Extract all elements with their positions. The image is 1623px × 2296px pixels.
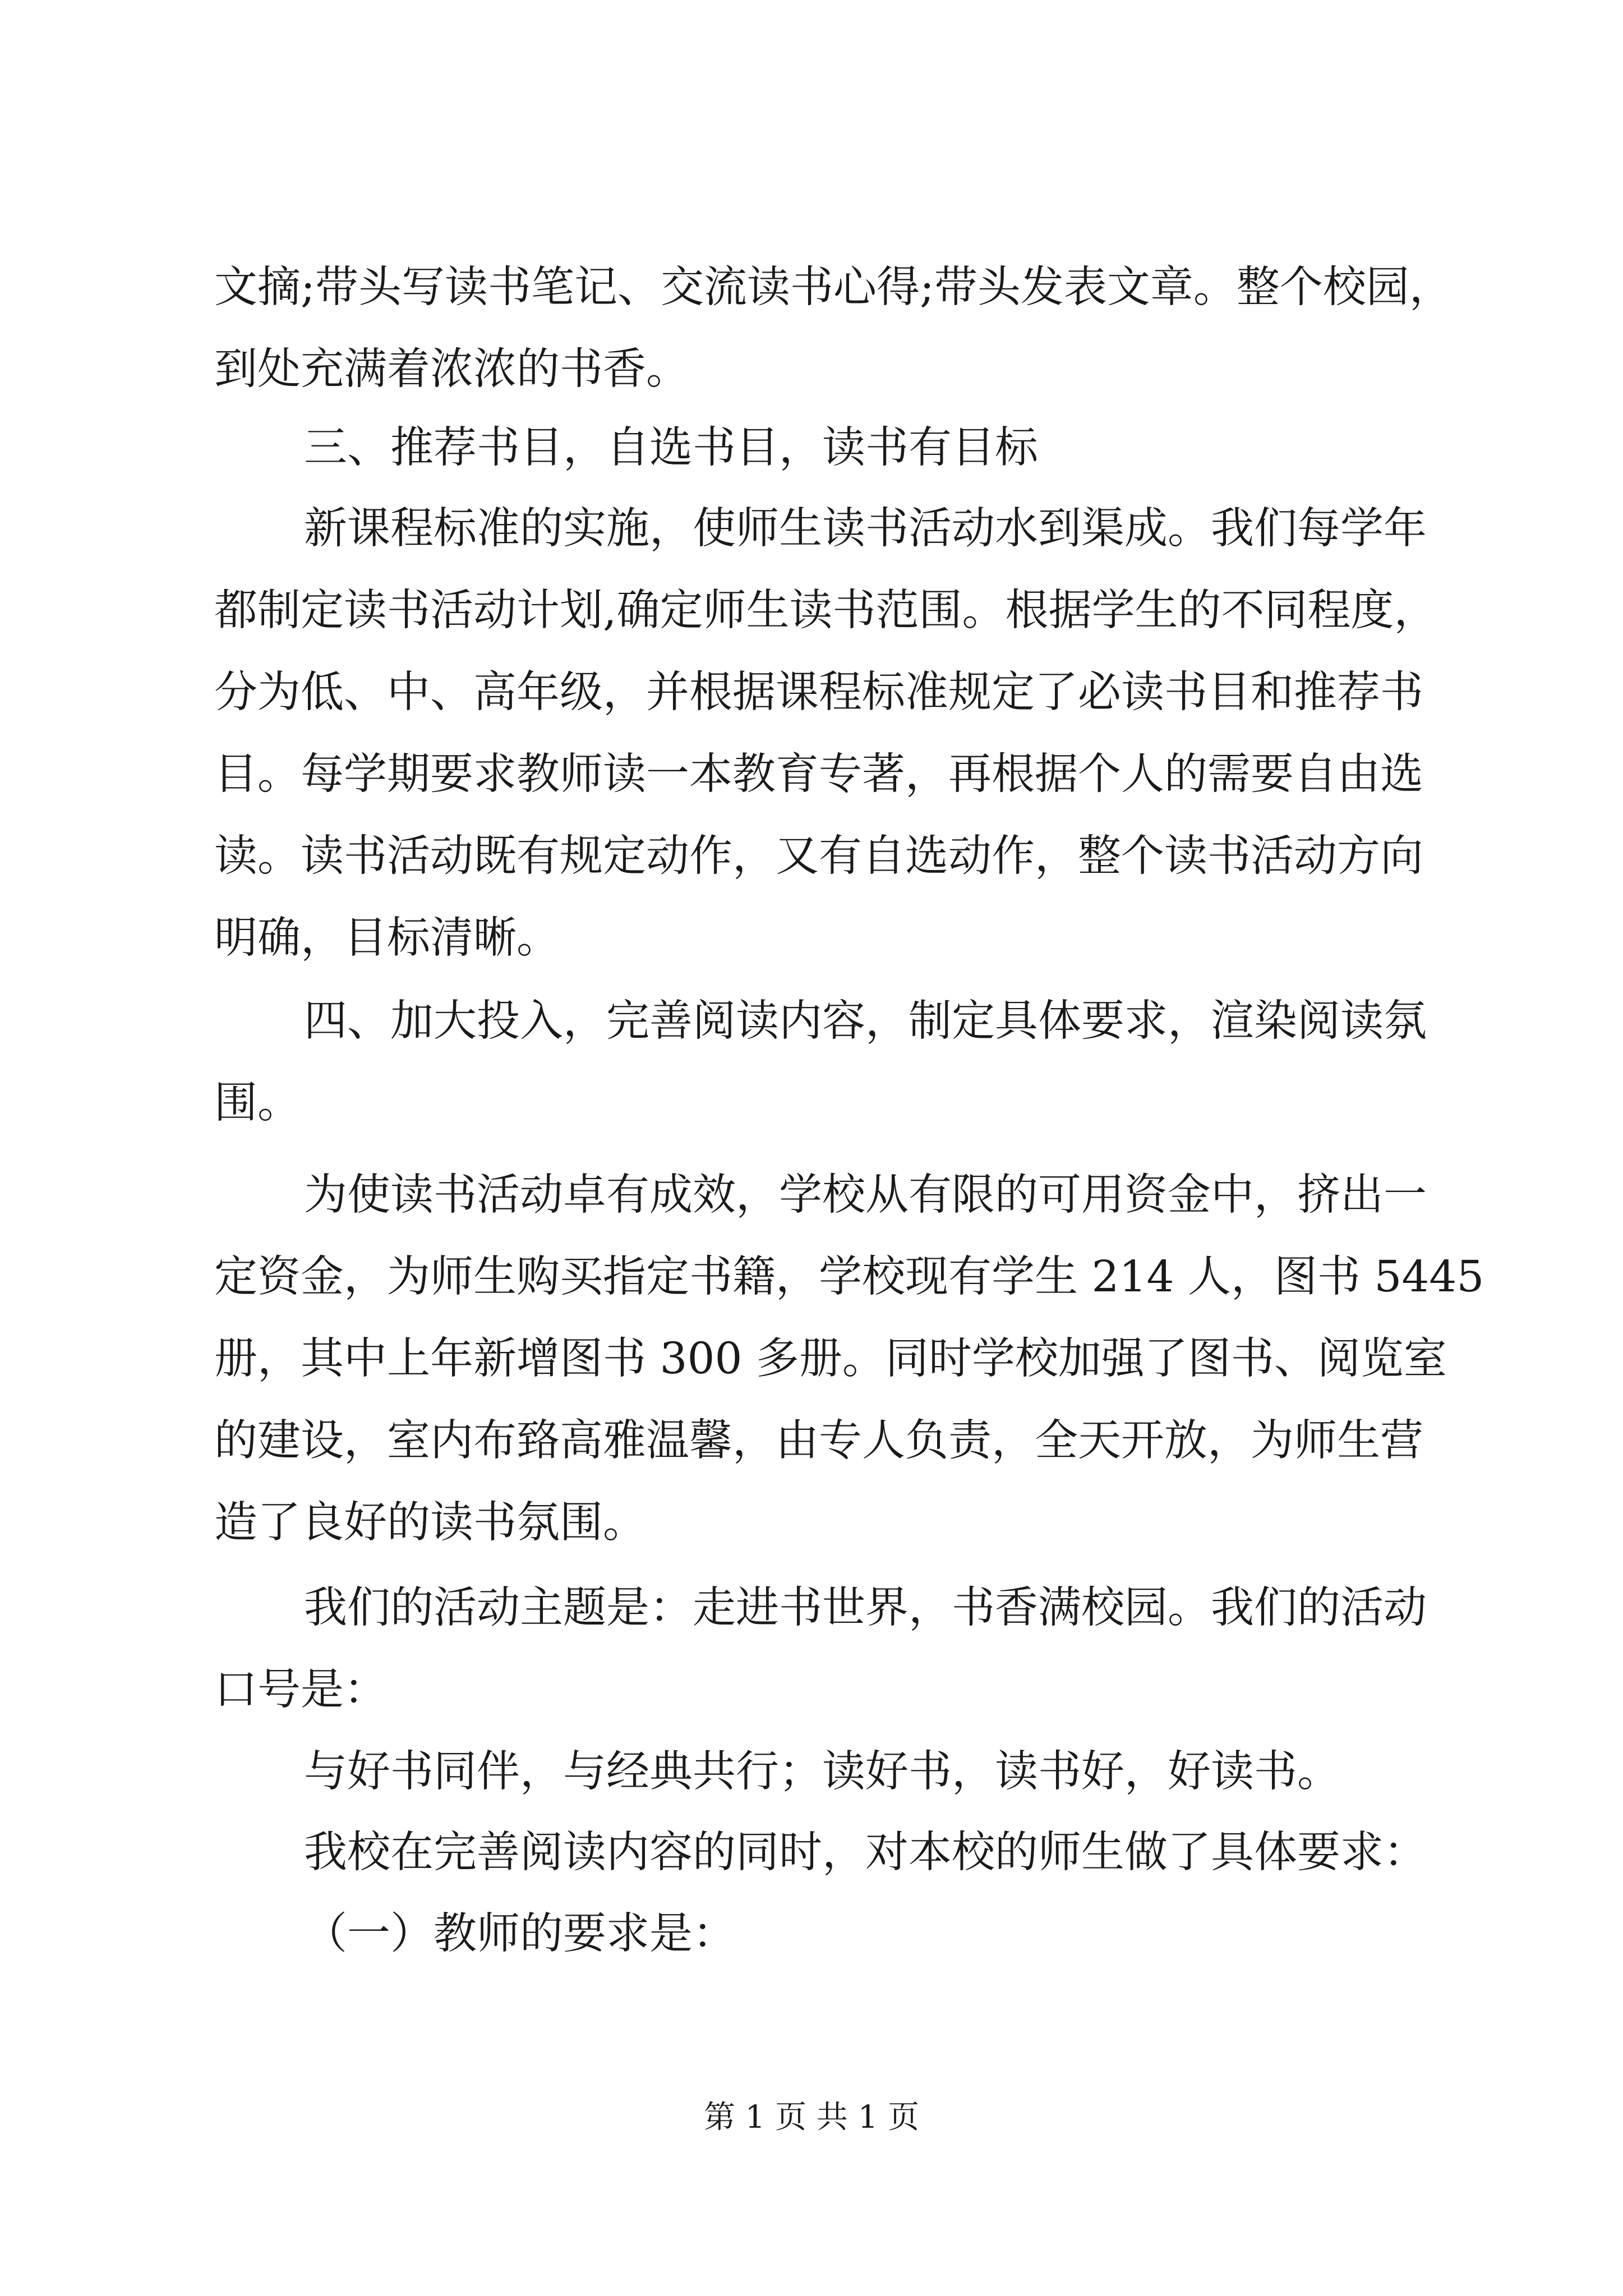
text-line: 读。读书活动既有规定动作，又有自选动作，整个读书活动方向 — [214, 831, 1423, 881]
paragraph-line: 新课程标准的实施，使师生读书活动水到渠成。我们每学年 — [304, 504, 1427, 554]
paragraph-line: 与好书同伴，与经典共行；读好书，读书好，好读书。 — [304, 1747, 1340, 1797]
text-line: 文摘;带头写读书笔记、交流读书心得;带头发表文章。整个校园， — [214, 263, 1453, 312]
text-line: 明确，目标清晰。 — [214, 913, 560, 963]
text-line: 造了良好的读书氛围。 — [214, 1498, 646, 1548]
text-line: 到处充满着浓浓的书香。 — [214, 344, 689, 394]
text-line: 的建设，室内布臵高雅温馨，由专人负责，全天开放，为师生营 — [214, 1416, 1423, 1466]
paragraph-line: 我校在完善阅读内容的同时，对本校的师生做了具体要求： — [304, 1828, 1427, 1878]
text-line: 围。 — [214, 1078, 301, 1128]
page-footer: 第 1 页 共 1 页 — [703, 2099, 920, 2136]
text-line: 都制定读书活动计划,确定师生读书范围。根据学生的不同程度， — [214, 586, 1437, 636]
subsection-heading: （一）教师的要求是： — [304, 1909, 736, 1959]
text-line: 目。每学期要求教师读一本教育专著，再根据个人的需要自由选 — [214, 749, 1423, 799]
text-line: 定资金，为师生购买指定书籍，学校现有学生 214 人，图书 5445 — [214, 1252, 1484, 1302]
text-line: 册，其中上年新增图书 300 多册。同时学校加强了图书、阅览室 — [214, 1334, 1447, 1384]
paragraph-line: 为使读书活动卓有成效，学校从有限的可用资金中，挤出一 — [304, 1170, 1427, 1220]
paragraph-line: 我们的活动主题是：走进书世界，书香满校园。我们的活动 — [304, 1583, 1427, 1633]
section-heading: 三、推荐书目，自选书目，读书有目标 — [304, 423, 1038, 473]
section-heading: 四、加大投入，完善阅读内容，制定具体要求，渲染阅读氛 — [304, 996, 1427, 1046]
text-line: 分为低、中、高年级，并根据课程标准规定了必读书目和推荐书 — [214, 668, 1423, 717]
text-line: 口号是： — [214, 1665, 387, 1715]
